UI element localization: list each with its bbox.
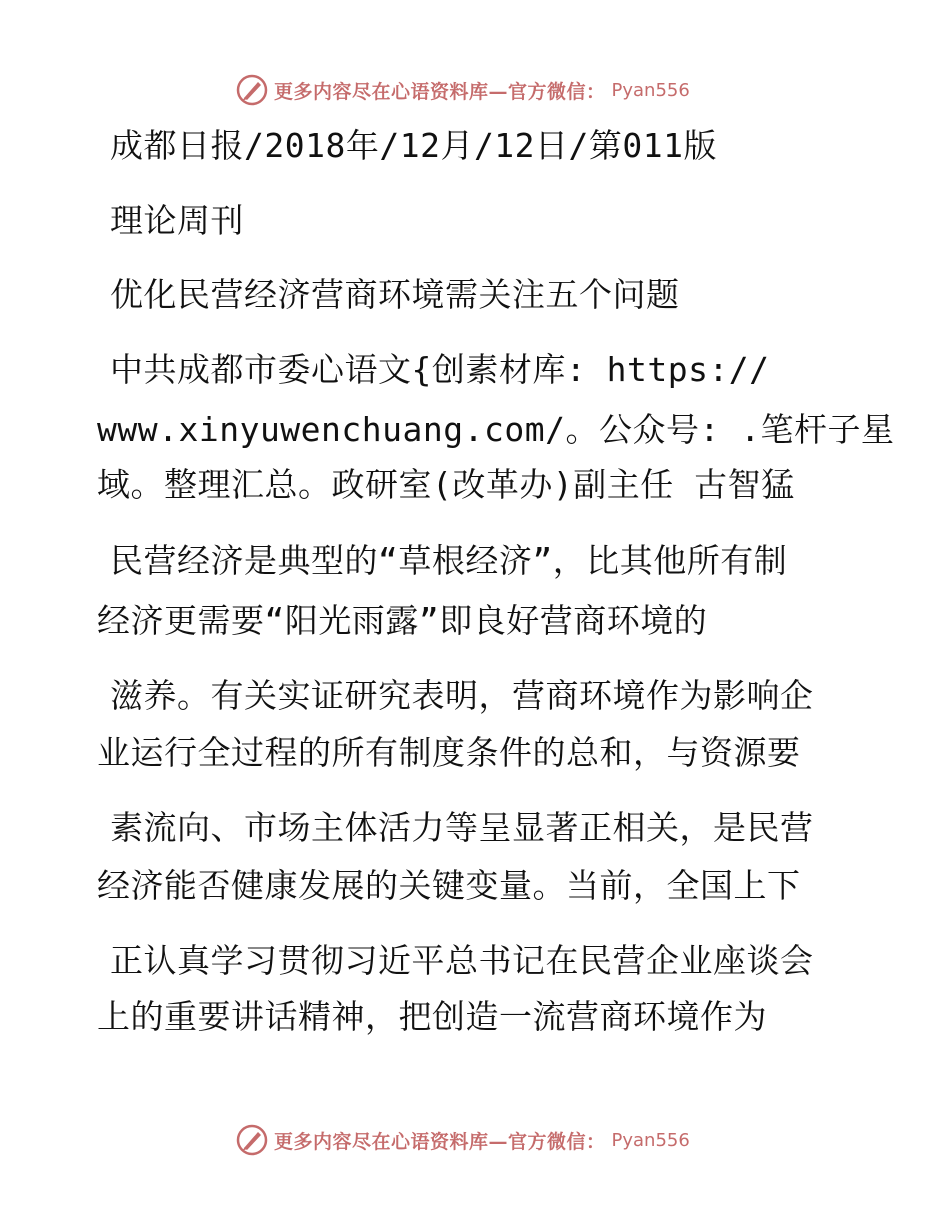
quill-pen-logo-icon <box>236 1124 268 1156</box>
watermark-text: 更多内容尽在心语资料库—官方微信： <box>274 80 606 103</box>
header-watermark-banner <box>236 72 690 108</box>
body-line: 民营经济是典型的“草根经济”，比其他所有制 <box>110 541 788 580</box>
body-line: 正认真学习贯彻习近平总书记在民营企业座谈会 <box>110 941 814 980</box>
article-source: 成都日报/2018年/12月/12日/第011版 <box>110 126 718 165</box>
author-line: 中共成都市委心语文{创素材库: https:// <box>110 350 770 389</box>
article-title: 优化民营经济营商环境需关注五个问题 <box>110 275 680 314</box>
quill-pen-logo-icon <box>236 74 268 106</box>
body-line: 业运行全过程的所有制度条件的总和，与资源要 <box>97 733 801 772</box>
footer-watermark-banner <box>236 1122 690 1158</box>
body-line: 滋养。有关实证研究表明，营商环境作为影响企 <box>110 676 814 715</box>
body-line: 经济能否健康发展的关键变量。当前，全国上下 <box>97 866 801 905</box>
author-line: 域。整理汇总。政研室(改革办)副主任 古智猛 <box>97 465 795 504</box>
watermark-text: 更多内容尽在心语资料库—官方微信： <box>274 1130 606 1153</box>
body-line: 上的重要讲话精神，把创造一流营商环境作为 <box>97 997 767 1036</box>
article-section: 理论周刊 <box>110 201 244 240</box>
body-line: 素流向、市场主体活力等呈显著正相关，是民营 <box>110 808 814 847</box>
watermark-wechat-id: Pyan556 <box>611 79 690 101</box>
body-line: 经济更需要“阳光雨露”即良好营商环境的 <box>97 601 708 640</box>
watermark-wechat-id: Pyan556 <box>611 1129 690 1151</box>
author-line: www.xinyuwenchuang.com/。公众号: .笔杆子星 <box>97 410 895 449</box>
